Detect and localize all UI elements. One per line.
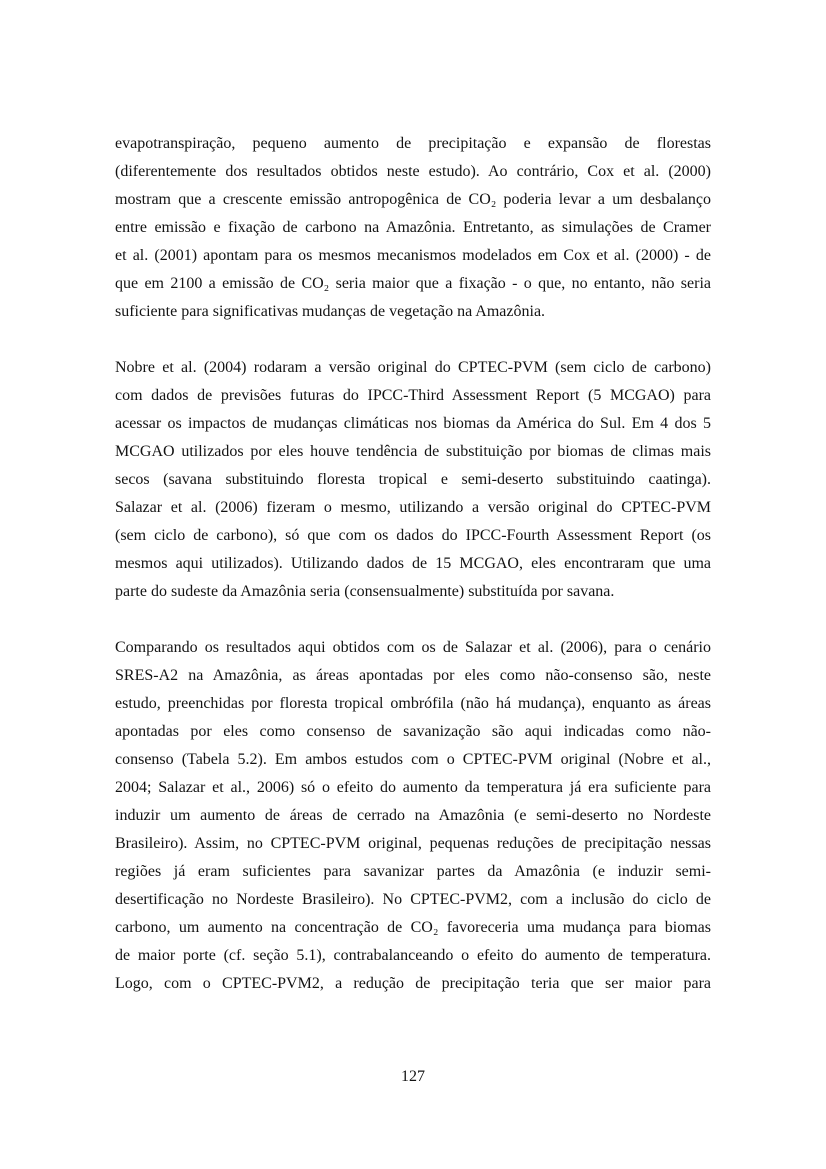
text-line: acessar os impactos de mudanças climáticas nos biomas da América do Sul. Em 4 dos 5	[115, 415, 711, 432]
body-text	[115, 130, 711, 998]
text-line: (sem ciclo de carbono), só que com os dados do IPCC-Fourth Assessment Report (os	[115, 527, 711, 544]
paragraph	[115, 634, 711, 998]
text-line: secos (savana substituindo floresta tropical e semi-deserto substituindo caatinga).	[115, 471, 711, 488]
text-line: regiões já eram suficientes para savanizar partes da Amazônia (e induzir semi-	[115, 863, 711, 880]
text-line: que em 2100 a emissão de CO₂ seria maior que a fixação - o que, no entanto, não seria	[115, 275, 711, 292]
text-line: Salazar et al. (2006) fizeram o mesmo, utilizando a versão original do CPTEC-PVM	[115, 499, 711, 516]
text-line: Nobre et al. (2004) rodaram a versão original do CPTEC-PVM (sem ciclo de carbono)	[115, 359, 711, 376]
text-line: parte do sudeste da Amazônia seria (consensualmente) substituída por savana.	[115, 583, 615, 600]
text-line: Logo, com o CPTEC-PVM2, a redução de precipitação teria que ser maior para	[115, 975, 711, 992]
text-line: (diferentemente dos resultados obtidos neste estudo). Ao contrário, Cox et al. (2000)	[115, 163, 711, 180]
text-line: MCGAO utilizados por eles houve tendência de substituição por biomas de climas mais	[115, 443, 711, 460]
text-line: mostram que a crescente emissão antropogênica de CO₂ poderia levar a um desbalanço	[115, 191, 711, 208]
text-line: consenso (Tabela 5.2). Em ambos estudos com o CPTEC-PVM original (Nobre et al.,	[115, 751, 711, 768]
text-line: evapotranspiração, pequeno aumento de precipitação e expansão de florestas	[115, 135, 711, 152]
text-line: carbono, um aumento na concentração de CO₂ favoreceria uma mudança para biomas	[115, 919, 711, 936]
text-line: SRES-A2 na Amazônia, as áreas apontadas por eles como não-consenso são, neste	[115, 667, 711, 684]
page-number: 127	[401, 1068, 425, 1085]
text-line: et al. (2001) apontam para os mesmos mecanismos modelados em Cox et al. (2000) - de	[115, 247, 711, 264]
text-line: com dados de previsões futuras do IPCC-Third Assessment Report (5 MCGAO) para	[115, 387, 711, 404]
text-line: Brasileiro). Assim, no CPTEC-PVM original, pequenas reduções de precipitação nessas	[115, 835, 711, 852]
paragraph	[115, 130, 711, 326]
text-line: de maior porte (cf. seção 5.1), contrabalanceando o efeito do aumento de temperatura.	[115, 947, 711, 964]
text-line: entre emissão e fixação de carbono na Amazônia. Entretanto, as simulações de Cramer	[115, 219, 711, 236]
text-line: estudo, preenchidas por floresta tropical ombrófila (não há mudança), enquanto as áreas	[115, 695, 711, 712]
text-line: 2004; Salazar et al., 2006) só o efeito do aumento da temperatura já era suficiente para	[115, 779, 711, 796]
text-line: Comparando os resultados aqui obtidos com os de Salazar et al. (2006), para o cenário	[115, 639, 711, 656]
text-line: induzir um aumento de áreas de cerrado na Amazônia (e semi-deserto no Nordeste	[115, 807, 711, 824]
text-line: apontadas por eles como consenso de savanização são aqui indicadas como não-	[115, 723, 711, 740]
text-line: mesmos aqui utilizados). Utilizando dados de 15 MCGAO, eles encontraram que uma	[115, 555, 711, 572]
text-line: desertificação no Nordeste Brasileiro). No CPTEC-PVM2, com a inclusão do ciclo de	[115, 891, 711, 908]
text-line: suficiente para significativas mudanças de vegetação na Amazônia.	[115, 303, 546, 320]
paragraph	[115, 354, 711, 606]
